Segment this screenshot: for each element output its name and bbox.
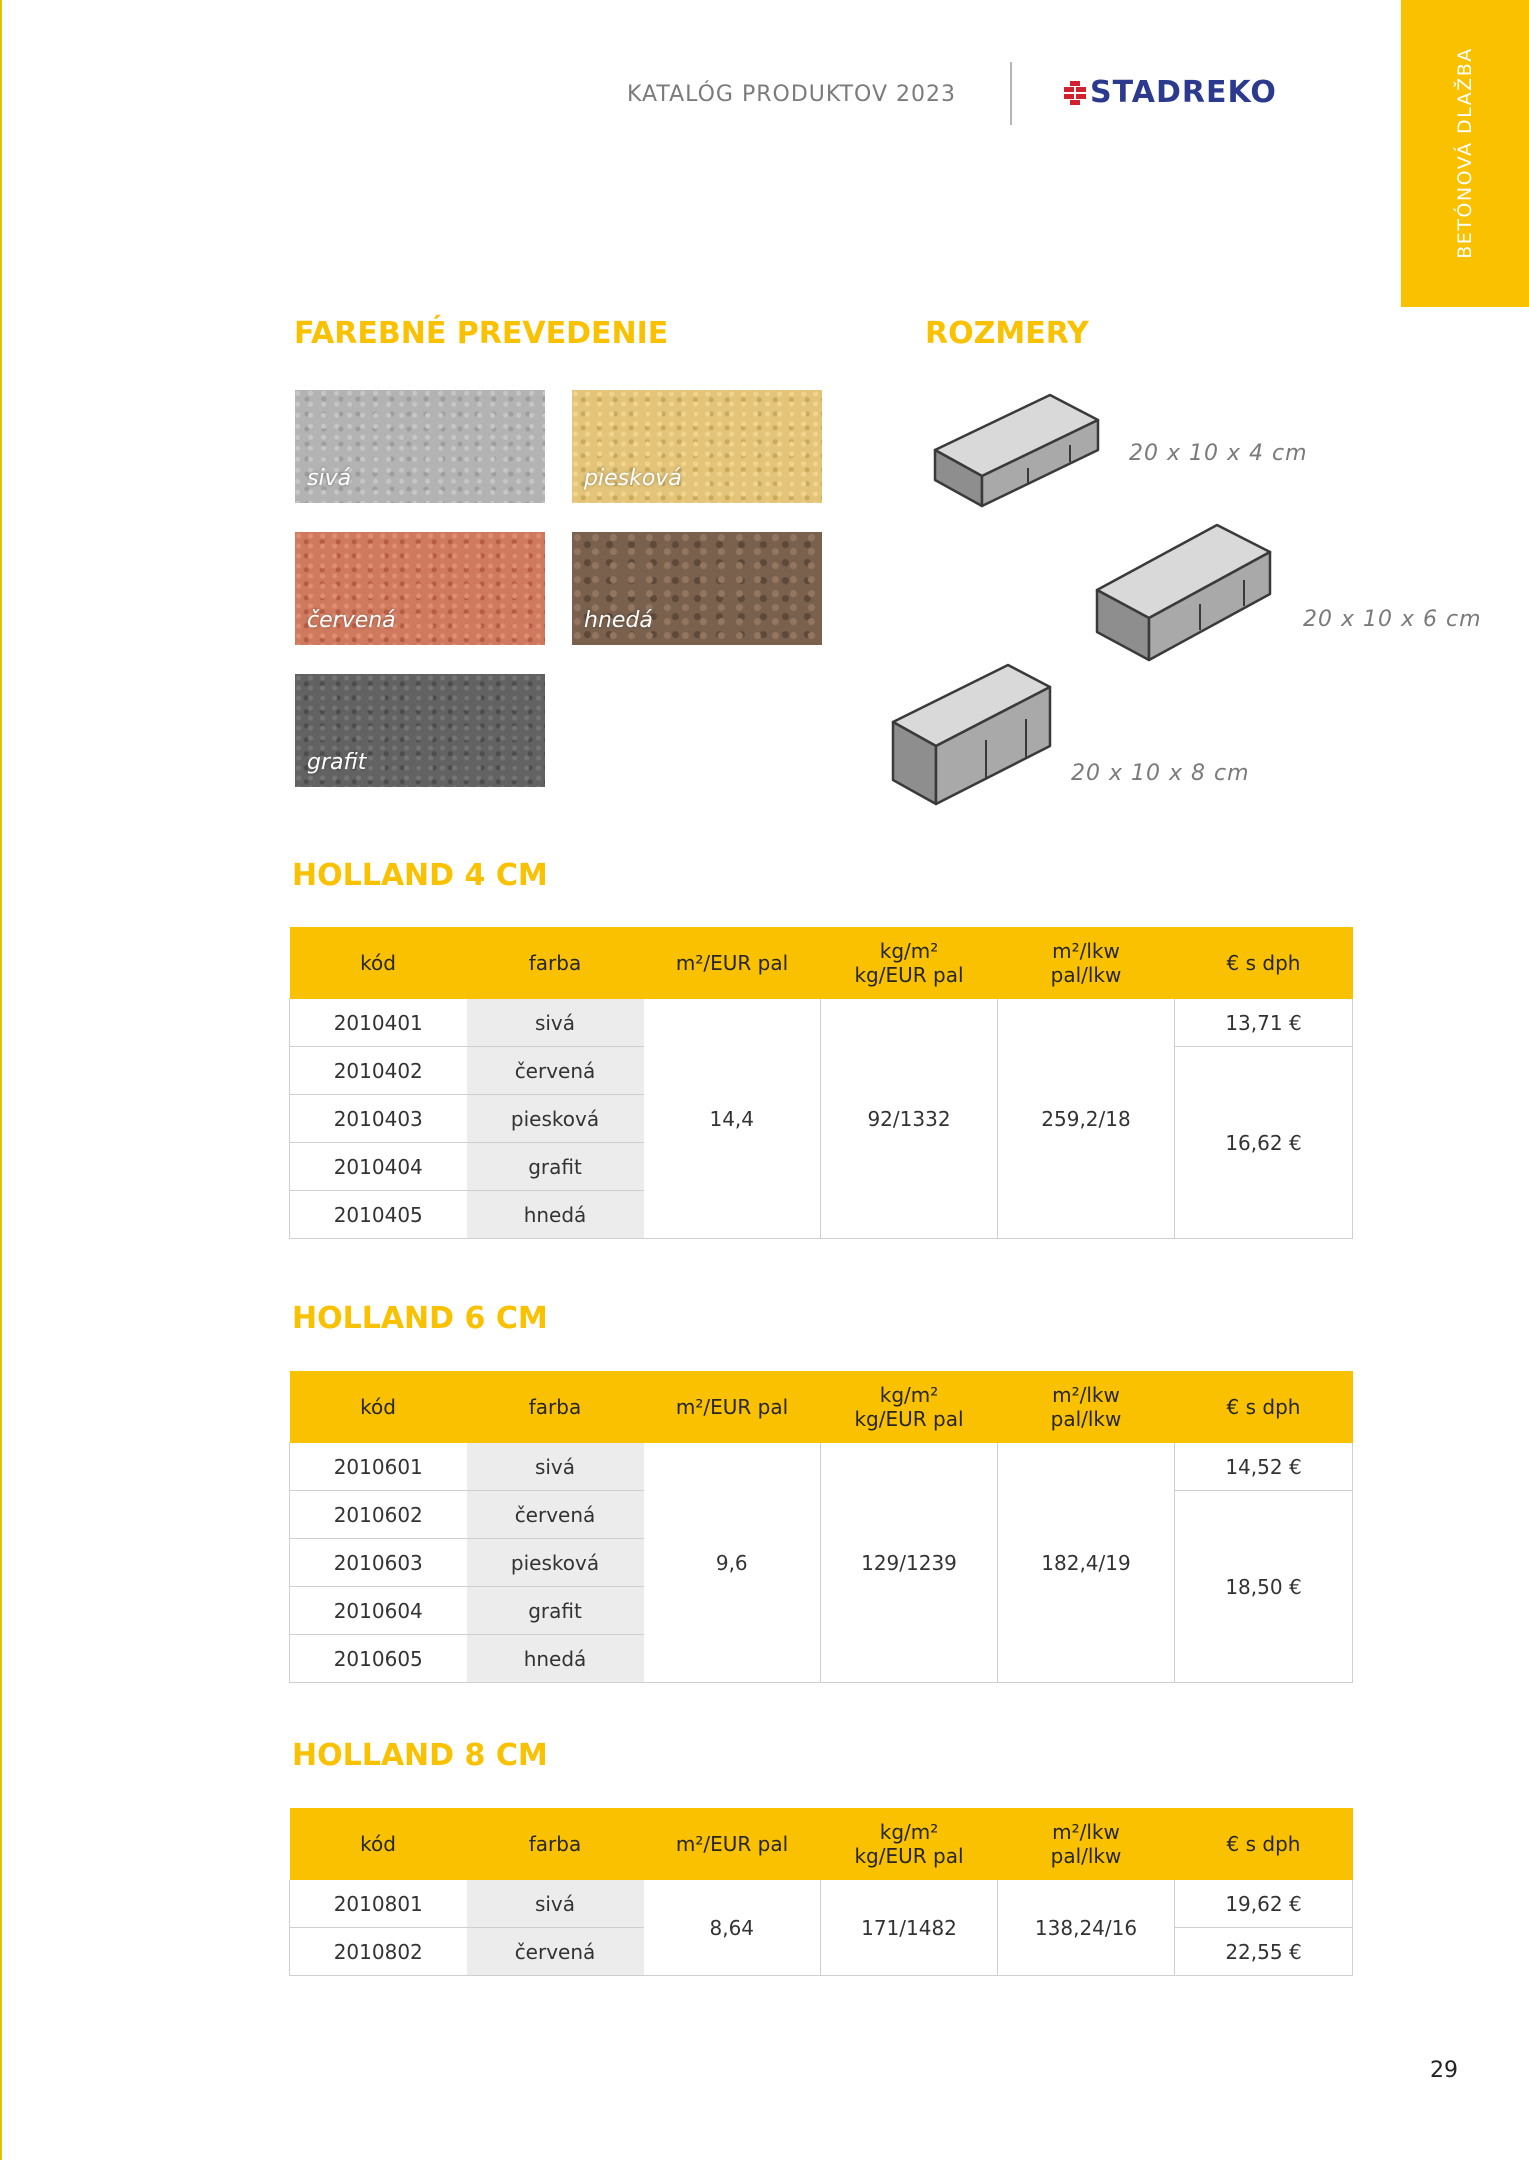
product-color: sivá [467, 1443, 644, 1491]
col-header-color: farba [467, 1808, 644, 1880]
product-title-holland-4cm: HOLLAND 4 CM [292, 858, 548, 893]
product-color: červená [467, 1491, 644, 1539]
weight-value: 171/1482 [821, 1880, 998, 1976]
logo-wordmark: STADREKO [1090, 75, 1277, 110]
category-tab-label: BETÓNOVÁ DLAŽBA [1454, 47, 1476, 259]
price-gray: 13,71 € [1175, 999, 1353, 1047]
product-color: grafit [467, 1143, 644, 1191]
product-color: piesková [467, 1539, 644, 1587]
paver-6cm-illustration [1092, 520, 1277, 665]
swatch-label: piesková [584, 466, 682, 491]
dimension-label-8cm: 20 x 10 x 8 cm [1071, 761, 1250, 786]
m2-per-pal-value: 9,6 [644, 1443, 821, 1683]
col-header-weight-line2: kg/EUR pal [854, 1407, 964, 1431]
product-color: sivá [467, 1880, 644, 1928]
product-code: 2010604 [290, 1587, 467, 1635]
product-code: 2010605 [290, 1635, 467, 1683]
col-header-weight-line1: kg/m² [879, 1383, 939, 1407]
col-header-m2-per-pal: m²/EUR pal [644, 1371, 821, 1443]
dimension-label-4cm: 20 x 10 x 4 cm [1129, 441, 1308, 466]
col-header-m2-per-pal: m²/EUR pal [644, 927, 821, 999]
col-header-truck-line2: pal/lkw [1050, 1407, 1122, 1431]
swatch-label: hnedá [584, 608, 653, 633]
category-tab [1401, 0, 1529, 307]
price-colored: 18,50 € [1175, 1491, 1353, 1683]
product-code: 2010403 [290, 1095, 467, 1143]
weight-value: 129/1239 [821, 1443, 998, 1683]
col-header-truck-line1: m²/lkw [1052, 1383, 1120, 1407]
col-header-truck [998, 1808, 1175, 1880]
col-header-truck-line2: pal/lkw [1050, 1844, 1122, 1868]
logo-brick-icon [1062, 80, 1088, 106]
product-color: hnedá [467, 1191, 644, 1239]
product-color: grafit [467, 1587, 644, 1635]
col-header-weight-line2: kg/EUR pal [854, 963, 964, 987]
col-header-weight-line1: kg/m² [879, 939, 939, 963]
col-header-price: € s dph [1175, 927, 1353, 999]
table-header-row [290, 927, 1353, 999]
price-table-holland-8cm [289, 1808, 1353, 1976]
m2-per-pal-value: 8,64 [644, 1880, 821, 1976]
color-swatch-gray [295, 390, 545, 503]
page-number: 29 [1430, 2058, 1458, 2083]
truck-value: 182,4/19 [998, 1443, 1175, 1683]
color-swatch-graphite [295, 674, 545, 787]
product-code: 2010802 [290, 1928, 467, 1976]
table-header-row [290, 1808, 1353, 1880]
weight-value: 92/1332 [821, 999, 998, 1239]
paver-8cm-illustration [888, 660, 1063, 810]
header-divider [1010, 62, 1012, 125]
m2-per-pal-value: 14,4 [644, 999, 821, 1239]
col-header-truck-line1: m²/lkw [1052, 939, 1120, 963]
price-table-holland-6cm [289, 1371, 1353, 1683]
product-code: 2010603 [290, 1539, 467, 1587]
col-header-truck-line1: m²/lkw [1052, 1820, 1120, 1844]
product-color: červená [467, 1047, 644, 1095]
stadreko-logo [1062, 76, 1277, 110]
price-gray: 14,52 € [1175, 1443, 1353, 1491]
swatch-label: grafit [307, 750, 367, 775]
product-color: sivá [467, 999, 644, 1047]
col-header-truck [998, 927, 1175, 999]
price-colored: 16,62 € [1175, 1047, 1353, 1239]
truck-value: 259,2/18 [998, 999, 1175, 1239]
product-color: hnedá [467, 1635, 644, 1683]
product-code: 2010601 [290, 1443, 467, 1491]
dimensions-heading: ROZMERY [925, 316, 1089, 351]
product-code: 2010404 [290, 1143, 467, 1191]
col-header-code: kód [290, 927, 467, 999]
product-code: 2010401 [290, 999, 467, 1047]
col-header-truck [998, 1371, 1175, 1443]
table-row [290, 1443, 1353, 1491]
col-header-color: farba [467, 1371, 644, 1443]
swatch-label: sivá [307, 466, 352, 491]
product-color: červená [467, 1928, 644, 1976]
product-color: piesková [467, 1095, 644, 1143]
col-header-price: € s dph [1175, 1371, 1353, 1443]
product-title-holland-6cm: HOLLAND 6 CM [292, 1301, 548, 1336]
product-code: 2010405 [290, 1191, 467, 1239]
color-swatch-brown [572, 532, 822, 645]
swatch-label: červená [307, 608, 396, 633]
page-edge-line [0, 0, 2, 2160]
price-colored: 22,55 € [1175, 1928, 1353, 1976]
table-row [290, 1880, 1353, 1928]
col-header-weight [821, 1371, 998, 1443]
price-table-holland-4cm [289, 927, 1353, 1239]
product-code: 2010602 [290, 1491, 467, 1539]
dimension-label-6cm: 20 x 10 x 6 cm [1303, 607, 1482, 632]
catalog-title: KATALÓG PRODUKTOV 2023 [626, 82, 956, 107]
col-header-weight [821, 1808, 998, 1880]
product-title-holland-8cm: HOLLAND 8 CM [292, 1738, 548, 1773]
col-header-code: kód [290, 1371, 467, 1443]
paver-4cm-illustration [930, 390, 1105, 510]
product-code: 2010801 [290, 1880, 467, 1928]
colors-heading: FAREBNÉ PREVEDENIE [294, 316, 669, 351]
col-header-weight-line1: kg/m² [879, 1820, 939, 1844]
product-code: 2010402 [290, 1047, 467, 1095]
table-header-row [290, 1371, 1353, 1443]
truck-value: 138,24/16 [998, 1880, 1175, 1976]
col-header-weight [821, 927, 998, 999]
price-gray: 19,62 € [1175, 1880, 1353, 1928]
col-header-m2-per-pal: m²/EUR pal [644, 1808, 821, 1880]
col-header-code: kód [290, 1808, 467, 1880]
color-swatch-sand [572, 390, 822, 503]
col-header-price: € s dph [1175, 1808, 1353, 1880]
col-header-truck-line2: pal/lkw [1050, 963, 1122, 987]
color-swatch-red [295, 532, 545, 645]
table-row [290, 999, 1353, 1047]
col-header-weight-line2: kg/EUR pal [854, 1844, 964, 1868]
col-header-color: farba [467, 927, 644, 999]
